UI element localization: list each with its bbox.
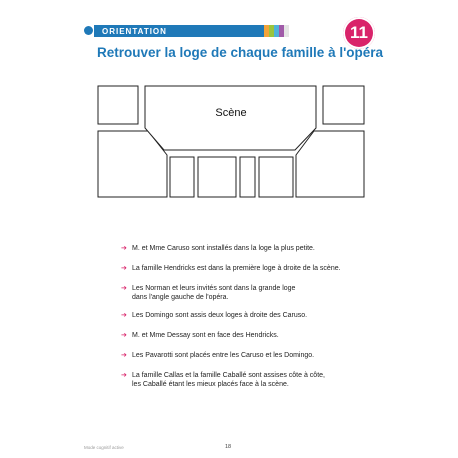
footer-brand: Mode cognitif active bbox=[84, 445, 124, 450]
clue-text: Les Norman et leurs invités sont dans la grande loge dans l'angle gauche de l'opéra. bbox=[132, 285, 296, 301]
clue-text: Les Pavarotti sont placés entre les Caruso et les Domingo. bbox=[132, 352, 315, 359]
exercise-number-badge: 11 bbox=[343, 17, 375, 49]
clue-text: M. et Mme Caruso sont installés dans la loge la plus petite. bbox=[132, 245, 315, 252]
clue-text: M. et Mme Dessay sont en face des Hendricks. bbox=[132, 332, 279, 339]
clue-item bbox=[121, 351, 411, 360]
arrow-right-icon: ➔ bbox=[121, 285, 127, 292]
arrow-right-icon: ➔ bbox=[121, 245, 127, 252]
clue-item bbox=[121, 284, 411, 302]
loge-top-right[interactable] bbox=[323, 86, 364, 124]
loge-top-left[interactable] bbox=[98, 86, 138, 124]
clue-text: Les Domingo sont assis deux loges à droite des Caruso. bbox=[132, 312, 308, 319]
clue-item bbox=[121, 331, 411, 340]
arrow-right-icon: ➔ bbox=[121, 352, 127, 359]
stage-label: Scène bbox=[215, 107, 247, 119]
page-title: Retrouver la loge de chaque famille à l'opéra bbox=[97, 45, 384, 60]
clue-item bbox=[121, 371, 411, 389]
section-label: ORIENTATION bbox=[102, 26, 167, 36]
clue-text: La famille Callas et la famille Caballé sont assises côte à côte, les Caballé étant les mieux placés face à la scène. bbox=[132, 372, 325, 388]
arrow-right-icon: ➔ bbox=[121, 372, 127, 379]
page-number: 18 bbox=[225, 444, 232, 450]
arrow-right-icon: ➔ bbox=[121, 265, 127, 272]
clue-item bbox=[121, 264, 411, 273]
arrow-right-icon: ➔ bbox=[121, 312, 127, 319]
clue-item bbox=[121, 311, 411, 320]
loge-middle-4[interactable] bbox=[259, 157, 293, 197]
clue-item bbox=[121, 244, 411, 253]
arrow-right-icon: ➔ bbox=[121, 332, 127, 339]
loge-middle-2[interactable] bbox=[198, 157, 236, 197]
clue-text: La famille Hendricks est dans la première loge à droite de la scène. bbox=[132, 265, 341, 272]
loge-middle-1[interactable] bbox=[170, 157, 194, 197]
loge-middle-3[interactable] bbox=[240, 157, 255, 197]
loge-bottom-right[interactable] bbox=[296, 131, 364, 197]
